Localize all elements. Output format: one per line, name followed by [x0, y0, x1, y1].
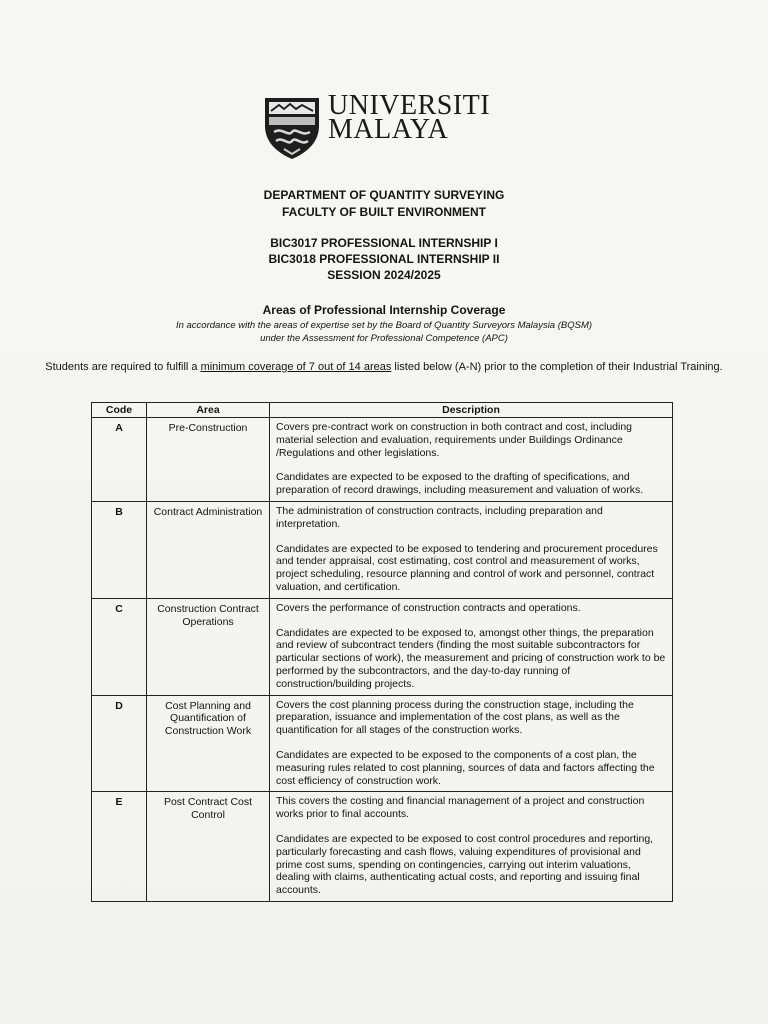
requirement-underline: minimum coverage of 7 out of 14 areas	[200, 361, 392, 373]
row-area: Pre-Construction	[147, 418, 270, 502]
requirement-text	[0, 359, 768, 375]
requirement-pre: Students are required to fulfill a	[45, 361, 201, 373]
row-description	[270, 695, 673, 792]
row-code: D	[92, 695, 147, 792]
row-code: E	[92, 792, 147, 902]
row-code: B	[92, 501, 147, 598]
description-paragraph: Covers pre-contract work on construction in both contract and cost, including material selection and evaluation, requirements under Buildings Ordinance /Regulations and other legislations.	[276, 421, 633, 459]
description-paragraph: Candidates are expected to be exposed to cost control procedures and reporting, particularly forecasting and cash flows, valuing expenditures of provisional and prime cost sums, spending on contingencies, carrying out interim valuations, dealing with claims, authenticating actual costs, and reporting and issuing final accounts.	[276, 832, 654, 897]
logo-line-1: UNIVERSITI	[328, 90, 491, 121]
description-paragraph: Covers the cost planning process during the construction stage, including the preparation, issuance and implementation of the cost plans, as well as the quantification for all stages of the construction works.	[276, 698, 634, 737]
description-paragraph: Candidates are expected to be exposed to the components of a cost plan, the measuring rules related to cost planning, sources of data and factors affecting the cost efficiency of construction work.	[276, 748, 655, 787]
session: SESSION 2024/2025	[327, 268, 441, 282]
header-description: Description	[270, 403, 673, 418]
row-area: Construction Contract Operations	[147, 598, 270, 695]
logo-line-2: MALAYA	[328, 114, 449, 145]
faculty-name: FACULTY OF BUILT ENVIRONMENT	[282, 205, 486, 219]
department-name: DEPARTMENT OF QUANTITY SURVEYING	[263, 188, 505, 202]
row-area: Contract Administration	[147, 501, 270, 598]
description-paragraph: This covers the costing and financial management of a project and construction works prior to final accounts.	[276, 795, 645, 821]
table-row	[92, 501, 673, 598]
coverage-table	[91, 402, 673, 902]
row-code: A	[92, 418, 147, 502]
requirement-post: listed below (A-N) prior to the completion of their Industrial Training.	[391, 361, 723, 373]
row-area: Cost Planning and Quantification of Construction Work	[147, 695, 270, 792]
course-1: BIC3017 PROFESSIONAL INTERNSHIP I	[270, 236, 498, 250]
description-paragraph: The administration of construction contracts, including preparation and interpretation.	[276, 504, 603, 530]
logo-wordmark	[328, 90, 491, 145]
description-paragraph: Covers the performance of construction contracts and operations.	[276, 601, 581, 614]
header-area: Area	[147, 403, 270, 418]
header-code: Code	[92, 403, 147, 418]
row-description	[270, 792, 673, 902]
row-area: Post Contract Cost Control	[147, 792, 270, 902]
university-logo	[262, 90, 512, 160]
section-subtitle-2: under the Assessment for Professional Competence (APC)	[260, 333, 508, 344]
course-2: BIC3018 PROFESSIONAL INTERNSHIP II	[268, 252, 500, 266]
table-row	[92, 598, 673, 695]
description-paragraph: Candidates are expected to be exposed to tendering and procurement procedures and tender appraisal, cost estimating, cost control and measurement of works, project scheduling, resource planning and control of work and personnel, contract valuation, and certification.	[276, 542, 658, 593]
table-row	[92, 792, 673, 902]
table-row	[92, 418, 673, 502]
description-paragraph: Candidates are expected to be exposed to, amongst other things, the preparation and review of subcontract tenders (finding the most suitable subcontractors for particular sections of work), the measurement and pricing of construction work to be performed by the subcontractors, and the day-to-day running of construction/building projects.	[276, 626, 666, 690]
row-description	[270, 598, 673, 695]
row-code: C	[92, 598, 147, 695]
section-title: Areas of Professional Internship Coverage	[262, 303, 506, 317]
row-description	[270, 418, 673, 502]
course-block	[0, 235, 768, 283]
description-paragraph: Candidates are expected to be exposed to the drafting of specifications, and preparation of record drawings, including measurement and valuation of works.	[276, 471, 644, 497]
row-description	[270, 501, 673, 598]
university-crest-icon	[262, 96, 322, 160]
table-row	[92, 695, 673, 792]
department-block	[0, 187, 768, 221]
section-subtitle-1: In accordance with the areas of expertise set by the Board of Quantity Surveyors Malaysia (BQSM)	[175, 320, 593, 331]
table-header-row	[92, 403, 673, 418]
